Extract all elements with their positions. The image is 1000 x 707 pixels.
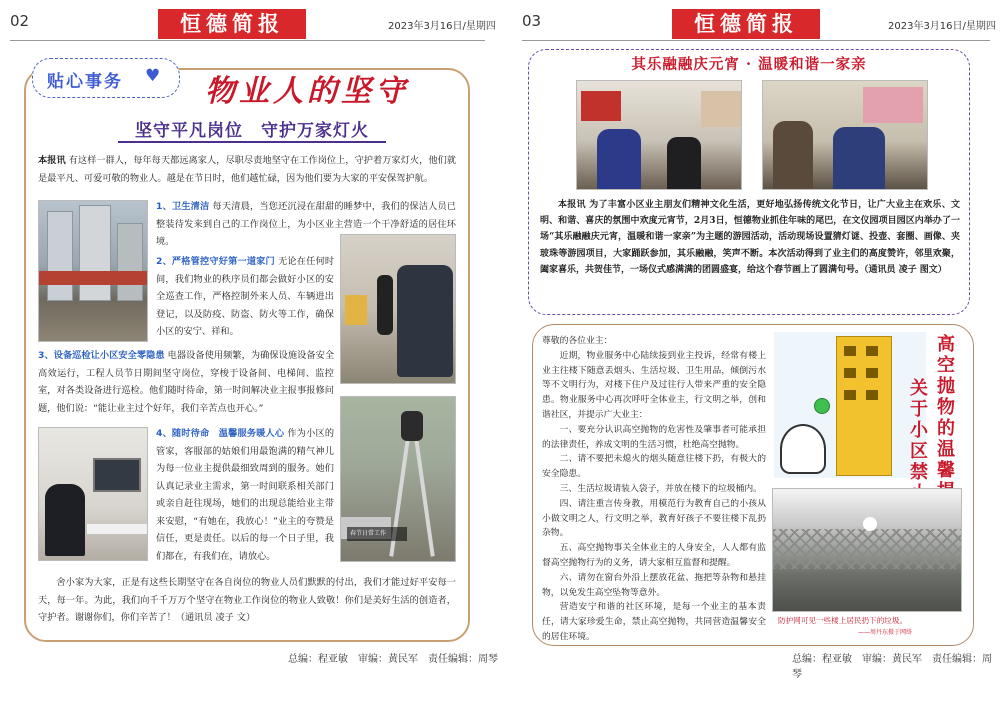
left-masthead: 恒德简报	[158, 9, 306, 39]
section-3	[38, 347, 334, 417]
tag-bubble	[32, 58, 180, 98]
vertical-title-prohibit: 关于小区禁	[910, 378, 928, 483]
photo-caption: 春节日常工作	[347, 527, 407, 541]
section-4	[156, 425, 334, 565]
notice-item: 四、请注重言传身教，用模范行为教育自己的小孩从小做文明之人，行文明之举，教育好孩子不要往楼下乱扔杂物。	[542, 498, 766, 539]
tag-label: 贴心事务	[47, 72, 123, 92]
left-closing: 舍小家为大家，正是有这些长期坚守在各自岗位的物业人员们默默的付出，我们才能过好平安每一天，每一年。为此，我们向千千万万个坚守在物业工作岗位的物业人致敬！你们是美好生活的创造者，守护者。谢谢你们，你们辛苦了！（通讯员 凌子 文）	[38, 577, 456, 623]
section-2	[156, 253, 334, 341]
net-photo-credit: ——周丹东摄于网络	[858, 629, 913, 636]
notice-item: 一、要充分认识高空抛物的危害性及肇事者可能承担的法律责任，养成文明的生活习惯，杜绝高空抛物。	[542, 424, 766, 450]
right-page-number: 03	[522, 12, 542, 30]
left-intro	[38, 152, 456, 187]
notice-greeting: 尊敬的各位业主：	[542, 336, 613, 346]
section-1-heading: 1、卫生清洁	[156, 201, 210, 212]
notice-item: 五、高空抛物事关全体业主的人身安全，人人都有监督高空抛物行为的义务，请大家相互监督和提醒。	[542, 543, 766, 568]
section-3-text: 电器设备使用频繁，为确保设施设备安全高效运行，工程人员节日期间坚守岗位，穿梭于设备间、电梯间、监控室，对各类设备进行巡检。他们随时待命，第一时间解决业主报事报修问题，他们说：“能让业主过个好年，我们辛苦点也开心。”	[38, 350, 335, 414]
article-text: 为了丰富小区业主朋友们精神文化生活，更好地弘扬传统文化节日，让广大业主在欢乐、文明、和谐、喜庆的氛围中欢度元宵节，2月3日，恒德物业抓住年味的尾巴，在文仪园项目园区内举办了一场“其乐融融庆元宵，温暖和谐一家亲”为主题的游园活动，活动现场设置猜灯谜、投壶、套圈、画像、夹玻珠等游园项目，大家踊跃参加，其乐融融，笑声不断。本次活动得到了业主们的高度赞许，邻里欢聚，阖家喜乐，共贺佳节，一场仪式感满满的团圆盛宴，给这个春节画上了圆满句号。（通讯员 凌子 图文）	[540, 200, 960, 275]
subtitle-underline	[118, 141, 386, 143]
section-2-text: 无论在任何时间，我们物业的秩序员们都会做好小区的安全巡查工作，严格控制外来人员、车辆进出登记，以及防疫、防盗、防火等工作，确保小区的安宁、祥和。	[156, 256, 335, 337]
photo-security-guard	[340, 234, 456, 384]
right-header-rule	[522, 40, 990, 41]
notice-body	[542, 334, 766, 645]
notice-item: 三、生活垃圾请装入袋子，并放在楼下的垃圾桶内。	[559, 483, 762, 494]
right-title: 其乐融融庆元宵 · 温暖和谐一家亲	[546, 53, 952, 74]
section-3-heading: 3、设备巡检让小区安全零隐患	[38, 350, 165, 361]
intro-text: 有这样一群人，每年每天都远离家人，尽职尽责地坚守在工作岗位上，守护着万家灯火，他们就是最平凡、可爱可敬的物业人。越是在节日时，他们越忙碌，因为他们要为大家的平安保驾护航。	[38, 155, 457, 184]
left-header-rule	[10, 40, 485, 41]
section-2-heading: 2、严格管控守好第一道家门	[156, 256, 275, 267]
cartoon-illustration	[774, 332, 926, 478]
right-masthead: 恒德简报	[672, 9, 820, 39]
right-article	[540, 197, 960, 278]
article-lead: 本报讯	[558, 200, 586, 210]
heart-icon: ♥	[145, 66, 161, 86]
left-footer: 总编：程亚敏 审编：黄民军 责任编辑：周琴	[288, 654, 498, 665]
section-4-text: 作为小区的管家，客服部的姑娘们用最饱满的精气神儿为每一位业主提供最细致周到的服务。她们认真记录业主需求，第一时间联系相关部门或亲自赶往现场，她们的出现总能给业主带来安慰，“有她在，我放心！”业主的夸赞是信任，更是责任。以后的每一个日子里，我们都在，有我们在，请放心。	[156, 428, 335, 562]
notice-item: 二、请不要把未熄火的烟头随意往楼下扔，有极大的安全隐患。	[542, 454, 766, 480]
right-footer: 总编：程亚敏 审编：黄民军 责任编辑：周琴	[792, 654, 992, 680]
net-photo-caption: 防护网可见一些楼上居民扔下的垃圾。	[778, 616, 908, 625]
notice-items	[542, 423, 766, 601]
notice-closing: 营造安宁和谐的社区环境，是每一个业主的基本责任，请大家珍爱生命，禁止高空抛物，共同营造温馨安全的居住环境。	[542, 602, 766, 642]
photo-safety-net	[772, 488, 962, 612]
notice-paragraph-1: 近期，物业服务中心陆续接到业主投诉，经常有楼上业主往楼下随意丢烟头、生活垃圾、卫生用品，倾倒污水等不文明行为，对楼下住户及过往行人带来严重的安全隐患。物业服务中心再次呼吁全体业主，行文明之举，创和谐社区，并提示广大业主：	[542, 350, 766, 420]
vertical-title-warning: 高空抛物的温馨	[937, 334, 955, 481]
notice-item: 六、请勿在窗台外沿上摆放花盆、拖把等杂物和悬挂物，以免发生高空坠物等意外。	[542, 572, 766, 598]
left-title: 物业人的坚守	[205, 74, 409, 109]
intro-lead: 本报讯	[38, 155, 66, 166]
photo-festival-2	[762, 80, 928, 190]
section-4-heading: 4、随时待命 温馨服务暖人心	[156, 428, 285, 439]
photo-equipment-repair	[340, 396, 456, 562]
left-date: 2023年3月16日/星期四	[388, 21, 496, 32]
left-page-number: 02	[10, 12, 30, 30]
right-date: 2023年3月16日/星期四	[888, 21, 996, 32]
left-subtitle: 坚守平凡岗位 守护万家灯火	[135, 121, 369, 141]
section-1-text: 每天清晨，当您还沉浸在甜甜的睡梦中，我们的保洁人员已整装待发来到自己的工作岗位上，为小区业主营造一个干净舒适的居住环境。	[156, 201, 456, 247]
photo-street-cleaning	[38, 200, 148, 342]
photo-customer-service	[38, 427, 148, 561]
photo-festival-1	[576, 80, 742, 190]
